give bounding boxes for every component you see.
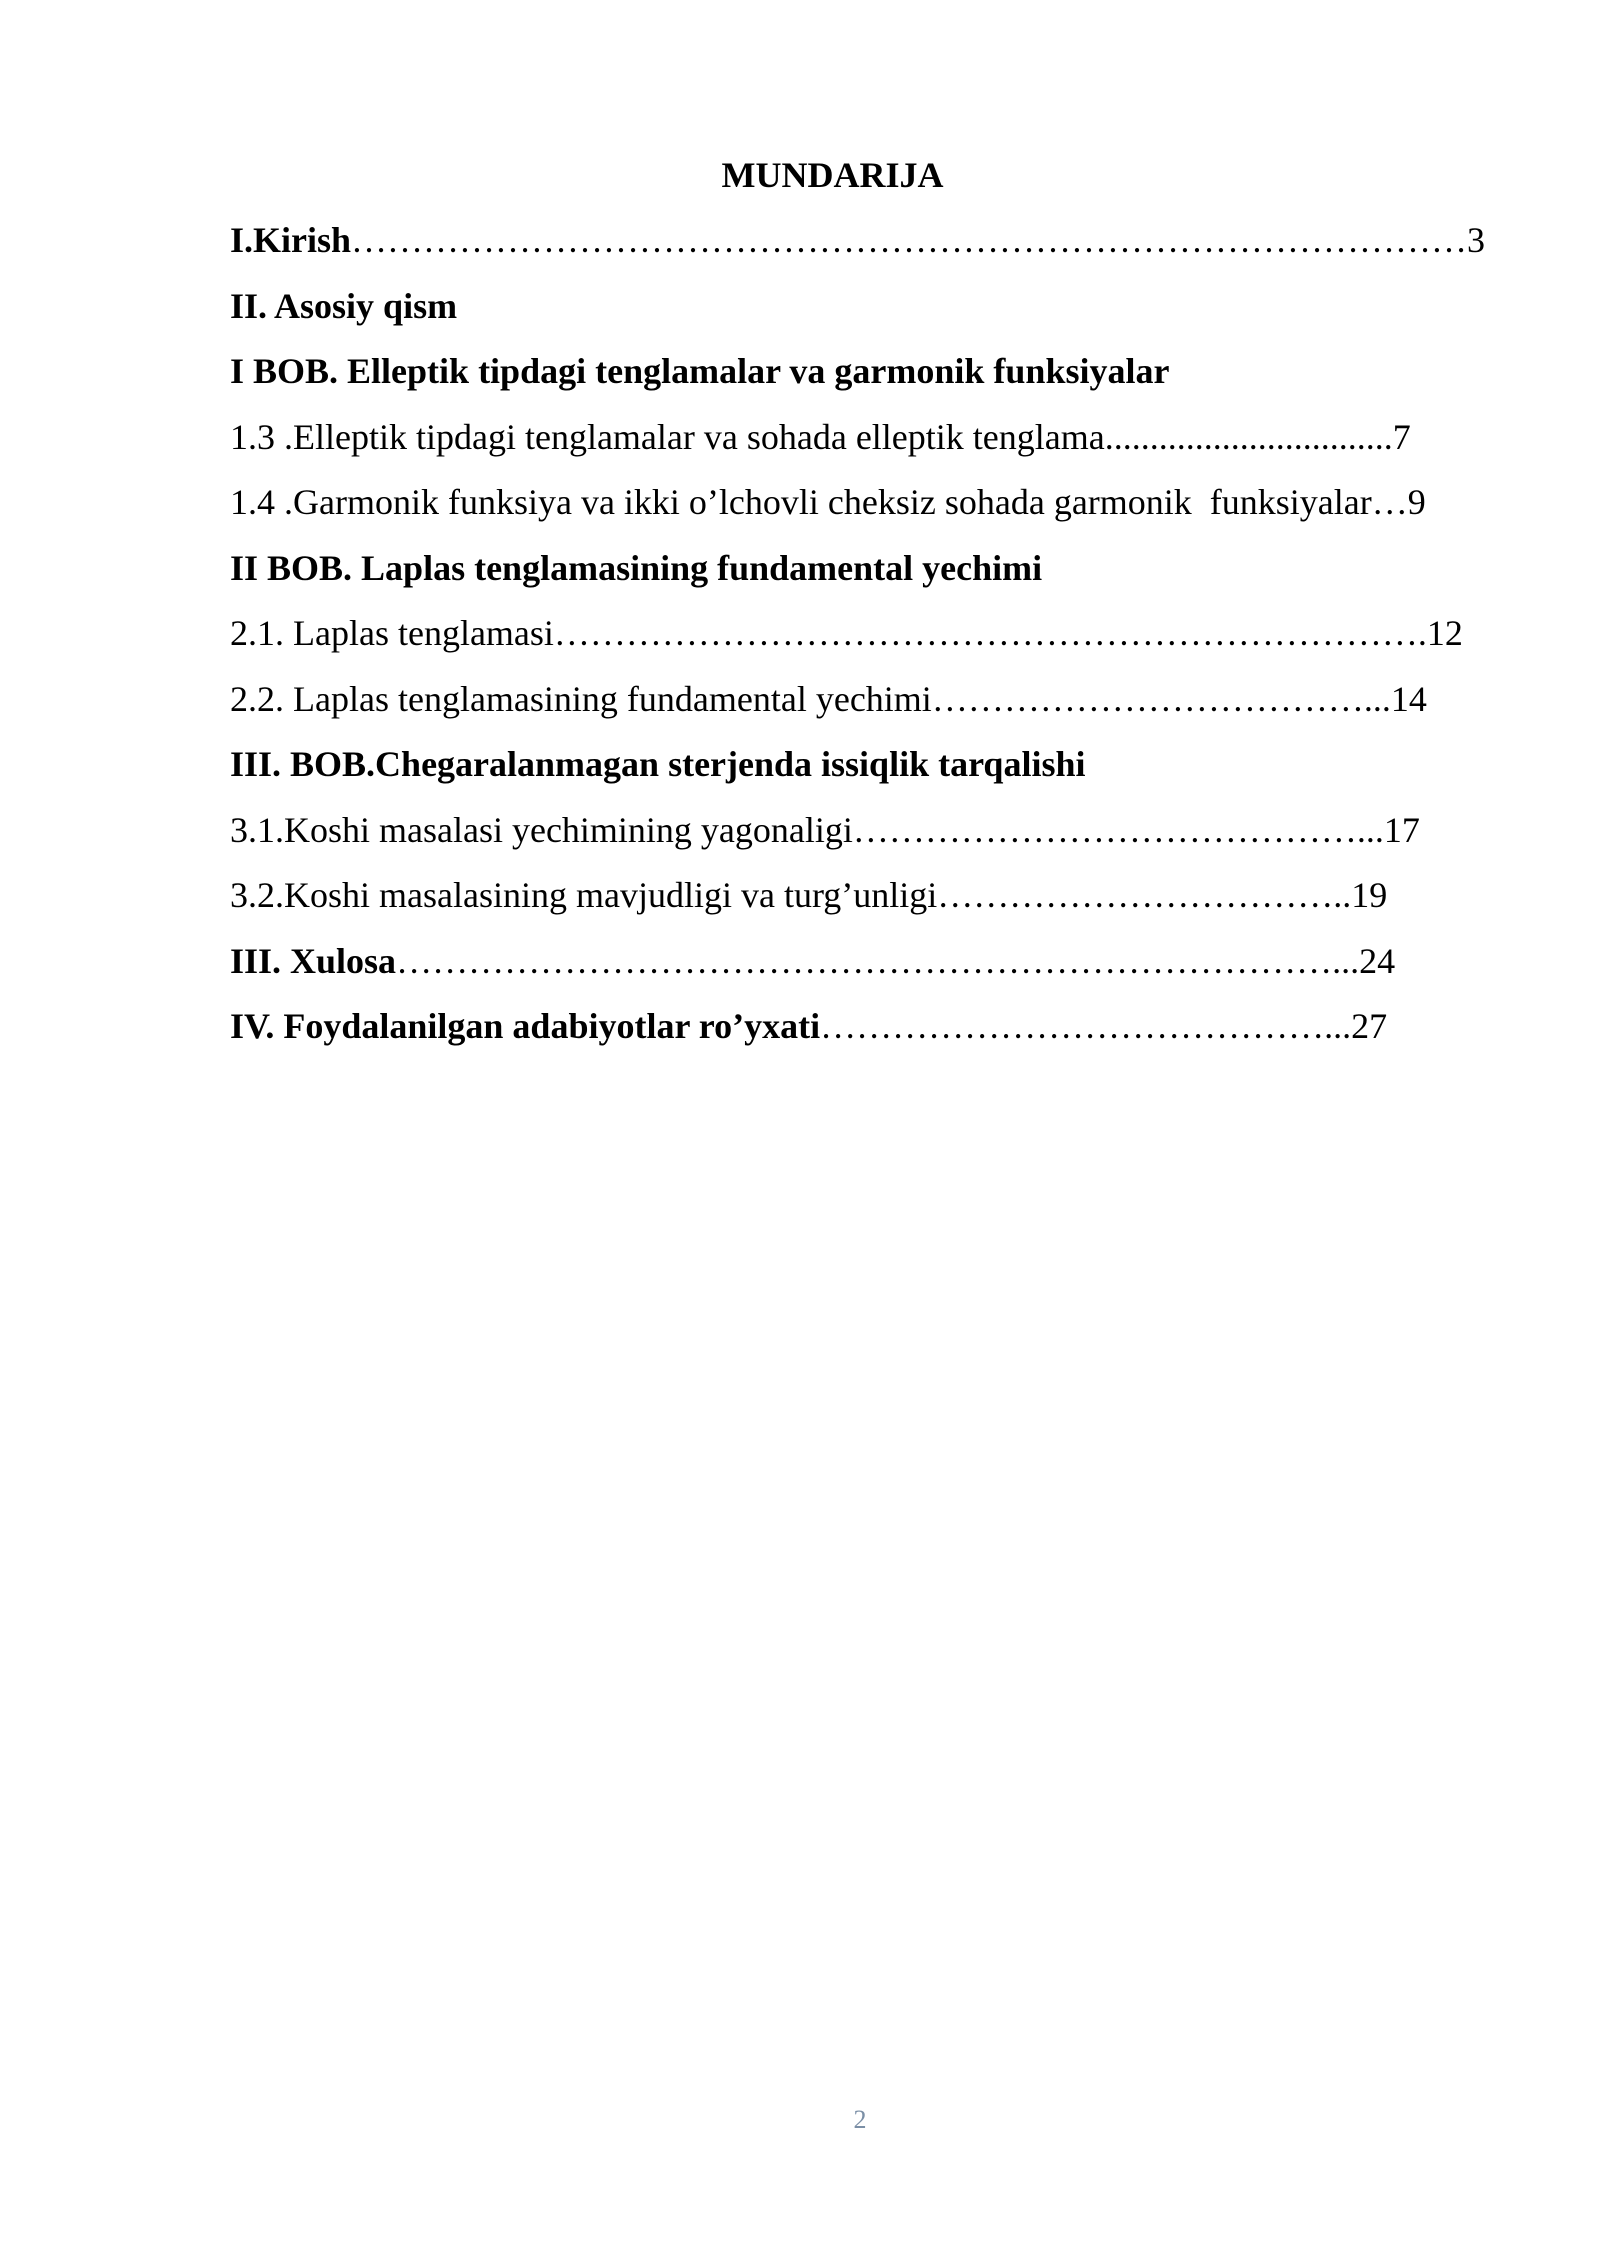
toc-page-number: 17 [1383, 809, 1420, 850]
toc-entry-title: III. Xulosa [230, 940, 397, 981]
toc-page-number: 24 [1359, 940, 1396, 981]
toc-entry-chapter-1[interactable] [230, 346, 1490, 412]
toc-dot-leader: … [1371, 482, 1408, 522]
table-of-contents [230, 215, 1490, 1067]
toc-page-number: 19 [1351, 875, 1388, 915]
toc-entry-title: 1.4 .Garmonik funksiya va ikki o’lchovli cheksiz sohada garmonik funksiyalar [230, 482, 1372, 522]
toc-entry-xulosa[interactable] [230, 936, 1490, 1002]
toc-entry-3-2[interactable] [230, 870, 1490, 936]
toc-dot-leader: ……………………………………... [852, 809, 1384, 850]
toc-entry-adabiyotlar[interactable] [230, 1001, 1490, 1067]
toc-page-number: 14 [1390, 678, 1427, 719]
toc-entry-title: II BOB. Laplas tenglamasining fundamental yechimi [230, 547, 1043, 588]
toc-entry-title: III. BOB.Chegaralanmagan sterjenda issiqlik tarqalishi [230, 744, 1086, 784]
toc-dot-leader: ……………………………………... [820, 1006, 1352, 1046]
toc-page-number: 9 [1407, 482, 1426, 522]
toc-entry-2-1[interactable] [230, 608, 1490, 674]
toc-page-number: 12 [1426, 613, 1463, 653]
toc-dot-leader: ………………………………………………………………. [553, 613, 1427, 653]
page-number: 2 [853, 2105, 867, 2134]
toc-page-number: 7 [1392, 416, 1411, 457]
toc-page-number: 27 [1351, 1006, 1388, 1046]
toc-entry-kirish[interactable] [230, 215, 1490, 281]
toc-entry-3-1[interactable] [230, 805, 1490, 871]
toc-entry-title: 2.1. Laplas tenglamasi [230, 613, 554, 653]
toc-dot-leader: ……………………………………………………………………... [396, 940, 1360, 981]
toc-dot-leader: ………………………………………………………………………………… [351, 220, 1468, 260]
toc-entry-1-4[interactable] [230, 477, 1490, 543]
toc-entry-title: 3.1.Koshi masalasi yechimining yagonaligi [230, 809, 853, 850]
toc-entry-title: 3.2.Koshi masalasining mavjudligi va turg’unligi [230, 875, 938, 915]
toc-entry-asosiy-qism[interactable] [230, 281, 1490, 347]
toc-entry-chapter-3[interactable] [230, 739, 1490, 805]
toc-entry-title: I.Kirish [230, 220, 352, 260]
toc-entry-title: 1.3 .Elleptik tipdagi tenglamalar va sohada elleptik tenglama [230, 416, 1105, 457]
page-title: MUNDARIJA [721, 155, 944, 195]
toc-entry-title: 2.2. Laplas tenglamasining fundamental yechimi [230, 678, 932, 719]
toc-dot-leader: ………………………………... [931, 678, 1391, 719]
toc-dot-leader: ................................ [1104, 416, 1393, 457]
toc-dot-leader: …………………………….. [937, 875, 1352, 915]
toc-entry-2-2[interactable] [230, 674, 1490, 740]
toc-entry-chapter-2[interactable] [230, 543, 1490, 609]
toc-entry-title: II. Asosiy qism [230, 285, 458, 326]
toc-page-number: 3 [1467, 220, 1486, 260]
toc-entry-1-3[interactable] [230, 412, 1490, 478]
toc-entry-title: IV. Foydalanilgan adabiyotlar ro’yxati [230, 1006, 821, 1046]
toc-entry-title: I BOB. Elleptik tipdagi tenglamalar va garmonik funksiyalar [230, 351, 1170, 391]
